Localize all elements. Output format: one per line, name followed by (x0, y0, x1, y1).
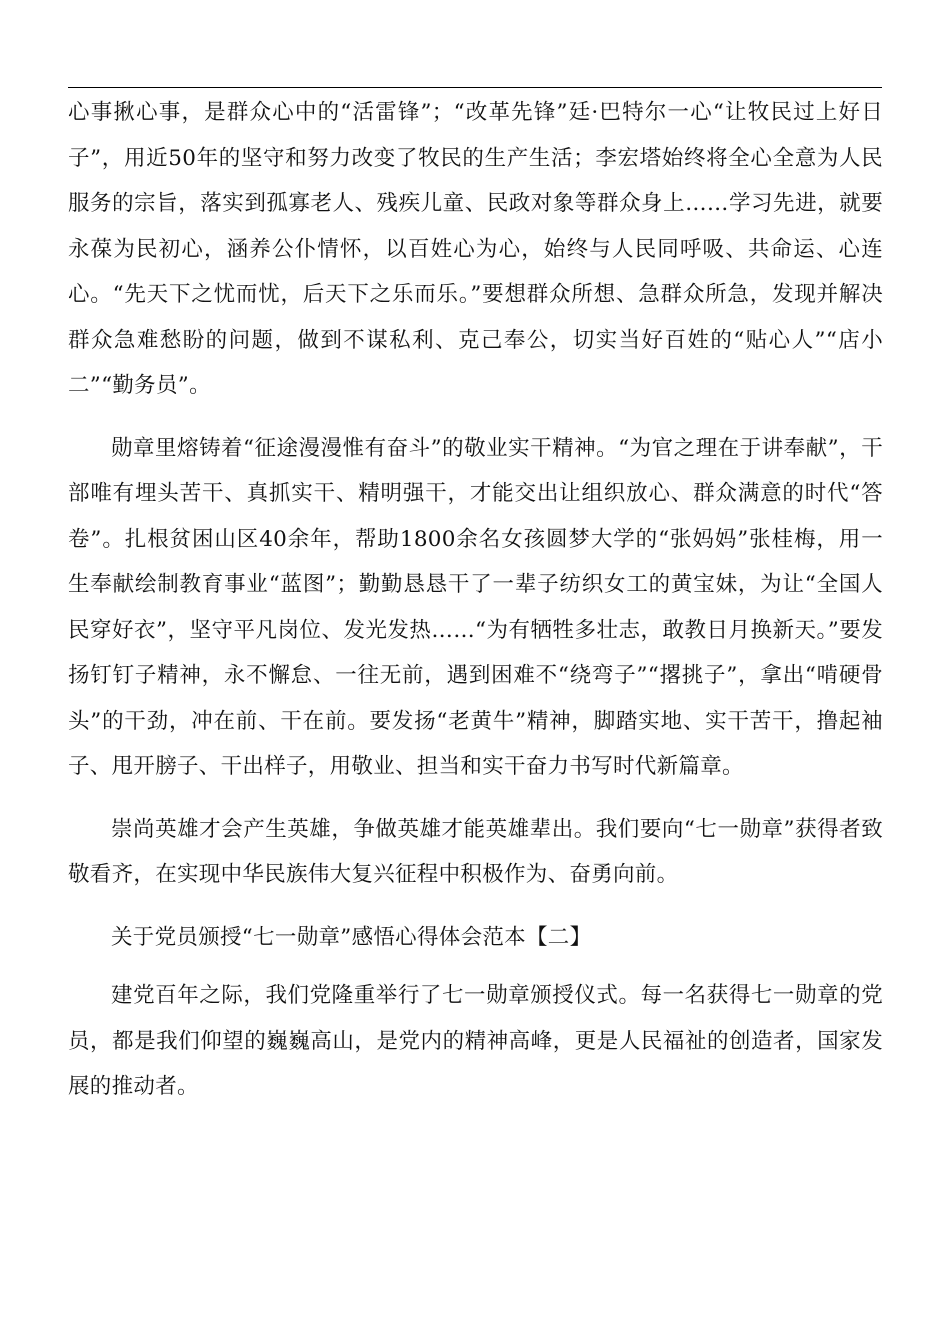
paragraph-dedication: 勋章里熔铸着“征途漫漫惟有奋斗”的敬业实干精神。“为官之理在于讲奉献”，干部唯有埋头苦干、真抓实干、精明强干，才能交出让组织放心、群众满意的时代“答卷”。扎根贫困山区40余年，帮助1800余名女孩圆梦大学的“张妈妈”张桂梅，用一生奉献绘制教育事业“蓝图”；勤勤恳恳干了一辈子纺织女工的黄宝妹，为让“全国人民穿好衣”，坚守平凡岗位、发光发热……“为有牺牲多壮志，敢教日月换新天。”要发扬钉钉子精神，永不懈怠、一往无前，遇到困难不“绕弯子”“撂挑子”，拿出“啃硬骨头”的干劲，冲在前、干在前。要发扬“老黄牛”精神，脚踏实地、实干苦干，撸起袖子、甩开膀子、干出样子，用敬业、担当和实干奋力书写时代新篇章。 (68, 435, 883, 779)
section-title: 关于党员颁授“七一勋章”感悟心得体会范本【二】 (111, 924, 592, 950)
paragraph-intro: 建党百年之际，我们党隆重举行了七一勋章颁授仪式。每一名获得七一勋章的党员，都是我们仰望的巍巍高山，是党内的精神高峰，更是人民福祉的创造者，国家发展的推动者。 (68, 983, 883, 1099)
paragraph-continued: 心事揪心事，是群众心中的“活雷锋”；“改革先锋”廷·巴特尔一心“让牧民过上好日子”，用近50年的坚守和努力改变了牧民的生产生活；李宏塔始终将全心全意为人民服务的宗旨，落实到孤寡老人、残疾儿童、民政对象等群众身上……学习先进，就要永葆为民初心，涵养公仆情怀，以百姓心为心，始终与人民同呼吸、共命运、心连心。“先天下之忧而忧，后天下之乐而乐。”要想群众所想、急群众所急，发现并解决群众急难愁盼的问题，做到不谋私利、克己奉公，切实当好百姓的“贴心人”“店小二”“勤务员”。 (68, 100, 883, 398)
paragraph-conclusion: 崇尚英雄才会产生英雄，争做英雄才能英雄辈出。我们要向“七一勋章”获得者致敬看齐，在实现中华民族伟大复兴征程中积极作为、奋勇向前。 (68, 816, 883, 887)
document-body (68, 90, 883, 1127)
header-rule (68, 87, 882, 88)
